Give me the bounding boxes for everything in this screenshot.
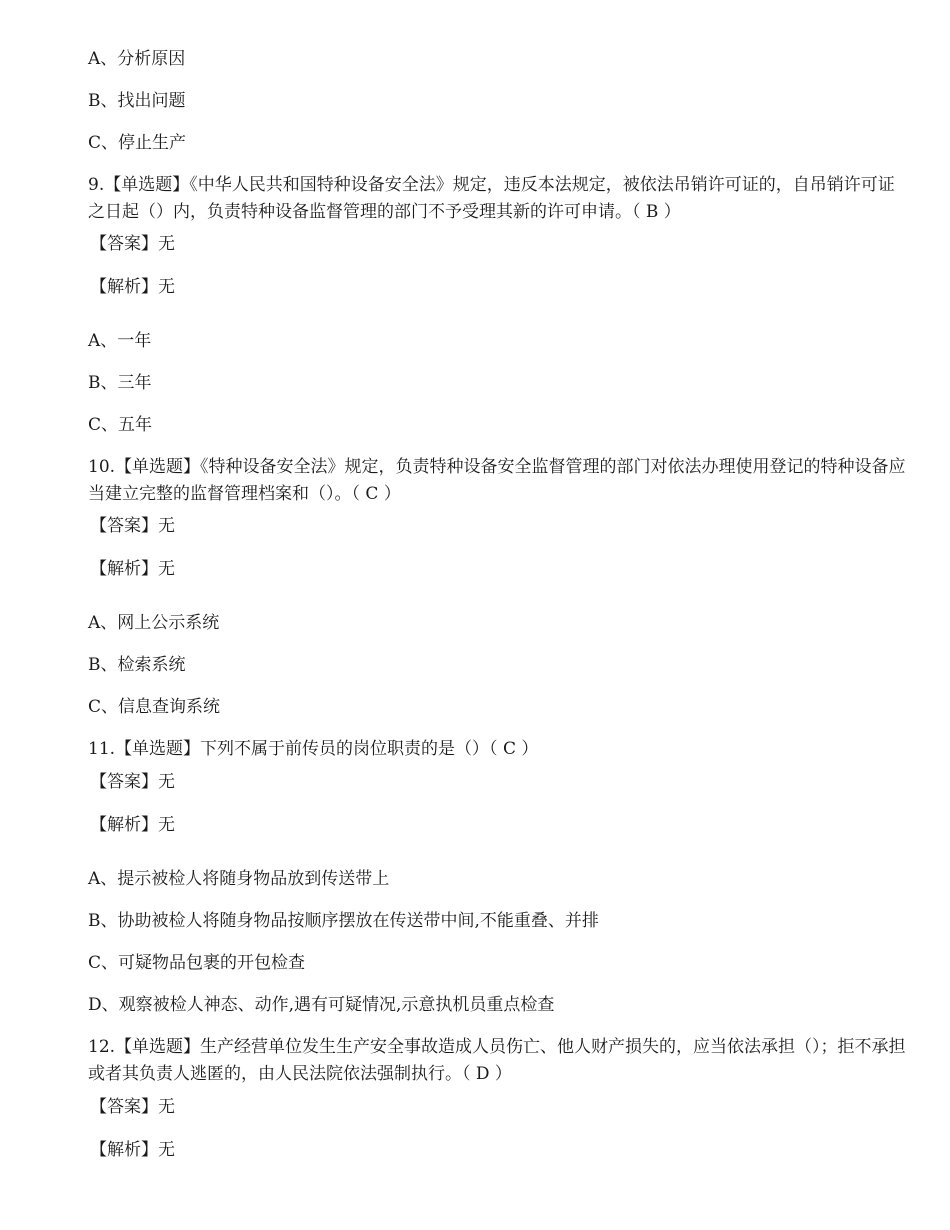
option-d: D、观察被检人神态、动作,遇有可疑情况,示意执机员重点检查	[88, 995, 555, 1015]
option-c: C、信息查询系统	[88, 697, 221, 717]
question-10: 10.【单选题】《特种设备安全法》规定，负责特种设备安全监督管理的部门对依法办理使用登记的特种设备应当建立完整的监督管理档案和（）。（ C ）	[88, 457, 906, 504]
option-a: A、提示被检人将随身物品放到传送带上	[88, 869, 390, 889]
option-a: A、一年	[88, 331, 152, 351]
analysis-label: 【解析】无	[90, 815, 175, 835]
answer-label: 【答案】无	[90, 516, 175, 536]
option-b: B、检索系统	[88, 655, 186, 675]
question-11: 11.【单选题】下列不属于前传员的岗位职责的是（）（ C ）	[88, 739, 539, 759]
analysis-label: 【解析】无	[90, 1140, 175, 1160]
option-b: B、协助被检人将随身物品按顺序摆放在传送带中间,不能重叠、并排	[88, 911, 599, 931]
analysis-label: 【解析】无	[90, 277, 175, 297]
option-c: C、五年	[88, 415, 153, 435]
option-b: B、三年	[88, 373, 152, 393]
question-12: 12.【单选题】生产经营单位发生生产安全事故造成人员伤亡、他人财产损失的，应当依法承担（）；拒不承担或者其负责人逃匿的，由人民法院依法强制执行。（ D ）	[88, 1037, 906, 1084]
answer-label: 【答案】无	[90, 772, 175, 792]
option-c: C、停止生产	[88, 133, 187, 153]
answer-label: 【答案】无	[90, 1097, 175, 1117]
option-a: A、分析原因	[88, 49, 186, 69]
analysis-label: 【解析】无	[90, 559, 175, 579]
option-a: A、网上公示系统	[88, 613, 220, 633]
question-9: 9.【单选题】《中华人民共和国特种设备安全法》规定，违反本法规定，被依法吊销许可证的，自吊销许可证之日起（）内，负责特种设备监督管理的部门不予受理其新的许可申请。（ B ）	[88, 175, 895, 222]
option-c: C、可疑物品包裹的开包检查	[88, 953, 306, 973]
answer-label: 【答案】无	[90, 234, 175, 254]
option-b: B、找出问题	[88, 91, 186, 111]
